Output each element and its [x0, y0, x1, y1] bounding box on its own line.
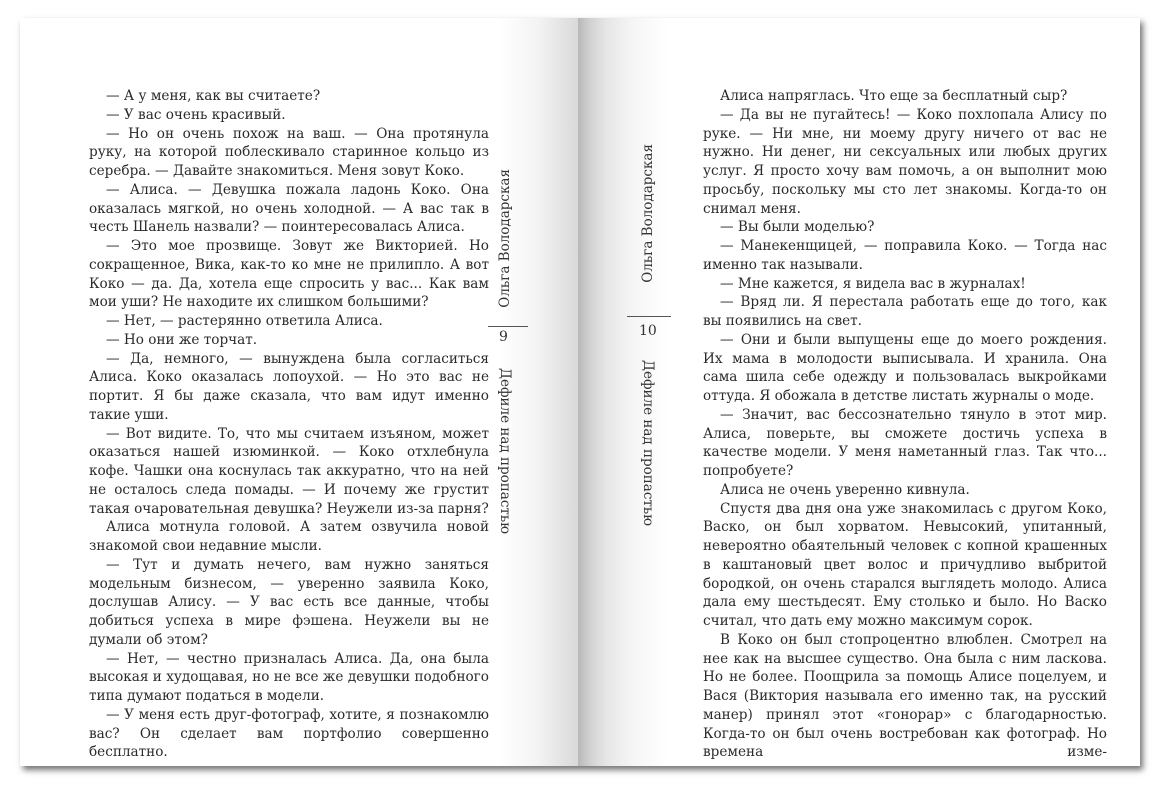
paragraph: — Да вы не пугайтесь! — Коко похлопала Алису по руке. — Ни мне, ни моему другу ничего от вас не нужно. Ни денег, ни сексуальных или любых других услуг. Я просто хочу вам помочь, а он выполнит мою просьбу, поскольку мы сто лет знакомы. Когда-то он снимал меня. — [703, 106, 1107, 217]
paragraph: — Тут и думать нечего, вам нужно заняться модельным бизнесом, — уверенно заявила Коко, дослушав Алису. — У вас есть все данные, чтобы добиться успеха в мире фэшена. Неужели вы не думали об этом? — [89, 556, 489, 648]
paragraph: — Нет, — честно призналась Алиса. Да, она была высокая и худощавая, но не все же девушки подобного типа думают податься в модели. — [89, 650, 489, 704]
open-book-spread — [20, 18, 1140, 766]
right-page — [578, 18, 1140, 766]
paragraph: — Но они же торчат. — [106, 331, 258, 348]
paragraph: — Они и были выпущены еще до моего рождения. Их мама в молодости выписывала. И хранила. Она сама шила себе одежду и пользовалась выкройками оттуда. Я обожала в детстве листать журналы о моде. — [703, 331, 1107, 404]
paragraph: — Вряд ли. Я перестала работать еще до того, как вы появились на свет. — [703, 294, 1107, 329]
left-page-text — [89, 87, 489, 762]
running-title-right: Дефиле над пропастью — [640, 360, 656, 526]
paragraph: В Коко он был стопроцентно влюблен. Смотрел на нее как на высшее существо. Она была с ним ласкова. Но не более. Поощрила за помощь Алисе поцелуем, и Вася (Виктория называла его именно так, на русский манер) принял этот «гонорар» с благодарностью. Когда-то он был очень востребован как фотограф. Но времена изме- — [703, 631, 1107, 761]
paragraph: — А у меня, как вы считаете? — [106, 88, 321, 104]
paragraph: — Алиса. — Девушка пожала ладонь Коко. Она оказалась мягкой, но очень холодной. — А вас так в честь Шанель назвали? — поинтересовалась Алиса. — [89, 181, 489, 236]
header-rule-right — [627, 316, 671, 317]
paragraph: — Нет, — растерянно ответила Алиса. — [106, 313, 383, 329]
header-rule-left — [488, 326, 528, 327]
running-title-left: Дефиле над пропастью — [497, 368, 513, 534]
paragraph: — Манекенщицей, — поправила Коко. — Тогда нас именно так называли. — [703, 238, 1107, 273]
running-author-right: Ольга Володарская — [640, 144, 656, 283]
paragraph: — Мне кажется, я видела вас в журналах! — [720, 275, 1026, 292]
paragraph: Алиса мотнула головой. А затем озвучила новой знакомой свои недавние мысли. — [89, 519, 489, 554]
paragraph: — У меня есть друг-фотограф, хотите, я познакомлю вас? Он сделает вам портфолио совершенно бесплатно. — [89, 706, 489, 761]
paragraph: — У вас очень красивый. — [106, 106, 286, 123]
paragraph: — Это мое прозвище. Зовут же Викторией. Но сокращенное, Вика, как-то ко мне не прилипло. А вот Коко — да. Да, хотела еще спросить у вас... Как вам мои уши? Не находите их слишком большими? — [89, 238, 489, 311]
left-page — [20, 18, 578, 766]
paragraph: — Но он очень похож на ваш. — Она протянула руку, на которой поблескивало старинное кольцо из серебра. — Давайте знакомиться. Меня зовут Коко. — [89, 125, 489, 179]
paragraph: — Вот видите. То, что мы считаем изъяном, может оказаться нашей изюминкой. — Коко отхлебнула кофе. Чашки она коснулась так аккуратно, что на ней не осталось следа помады. — И почему же грустит такая очаровательная девушка? Неужели из-за парня? — [89, 425, 489, 517]
page-number-right: 10 — [639, 323, 657, 339]
running-author-left: Ольга Володарская — [497, 169, 513, 308]
paragraph: — Вы были моделью? — [720, 219, 875, 236]
paragraph: — Значит, вас бессознательно тянуло в этот мир. Алиса, поверьте, вы сможете достичь успеха в качестве модели. У меня наметанный глаз. Так что... попробуете? — [703, 406, 1107, 479]
page-number-left: 9 — [499, 329, 508, 345]
paragraph: Алиса напряглась. Что еще за бесплатный сыр? — [720, 88, 1068, 104]
right-page-text — [703, 87, 1107, 762]
paragraph: Спустя два дня она уже знакомилась с другом Коко, Васко, он был хорватом. Невысокий, упитанный, невероятно обаятельный человек с копной крашенных в каштановый цвет волос и причудливо выбритой бородкой, он очень старался выглядеть молодо. Алиса дала ему шестьдесят. Ему столько и было. Но Васко считал, что дать ему можно максимум сорок. — [703, 500, 1107, 629]
paragraph: Алиса не очень уверенно кивнула. — [720, 481, 970, 498]
paragraph: — Да, немного, — вынуждена была согласиться Алиса. Коко оказалась лопоухой. — Но это вас не портит. Я бы даже сказала, что вам идут именно такие уши. — [89, 350, 489, 423]
